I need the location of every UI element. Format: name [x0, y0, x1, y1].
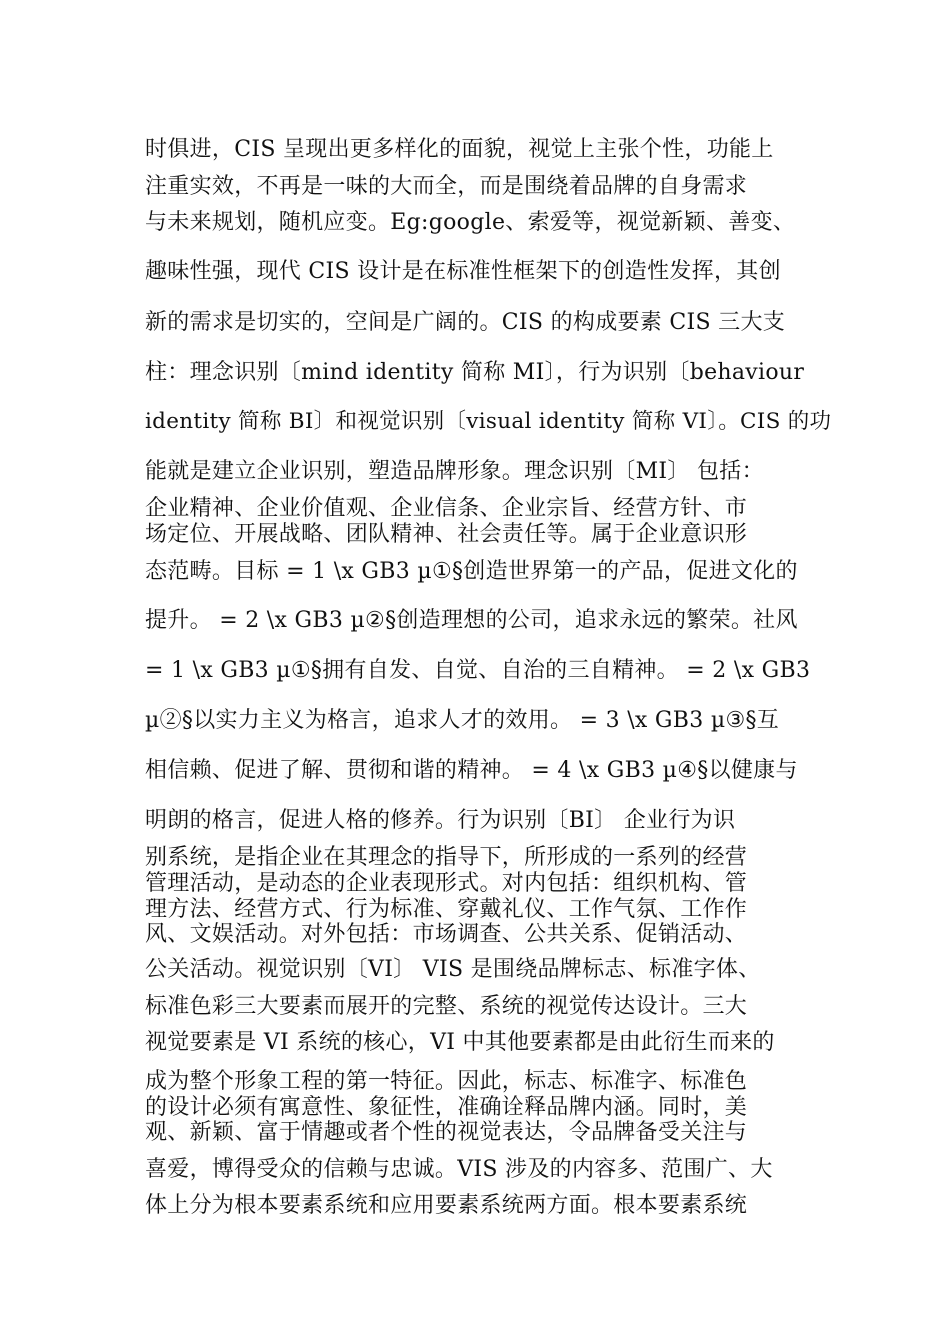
text-line: 标准色彩三大要素而展开的完整、系统的视觉传达设计。三大 — [145, 994, 748, 1019]
text-line: 场定位、开展战略、团队精神、社会责任等。属于企业意识形 — [145, 522, 748, 547]
text-line: 体上分为根本要素系统和应用要素系统两方面。根本要素系统 — [145, 1193, 748, 1218]
text-line: 注重实效，不再是一味的大而全，而是围绕着品牌的自身需求 — [145, 174, 748, 199]
text-line: 风、文娱活动。对外包括：市场调查、公共关系、促销活动、 — [145, 922, 748, 947]
text-line: 新的需求是切实的，空间是广阔的。CIS 的构成要素 CIS 三大支 — [145, 310, 786, 335]
text-line: 喜爱，博得受众的信赖与忠诚。VIS 涉及的内容多、范围广、大 — [145, 1157, 773, 1182]
text-line: 时俱进，CIS 呈现出更多样化的面貌，视觉上主张个性，功能上 — [145, 137, 774, 162]
text-line: 态范畴。目标 = 1 \x GB3 µ①§创造世界第一的产品，促进文化的 — [145, 559, 798, 584]
text-line: 成为整个形象工程的第一特征。因此，标志、标准字、标准色 — [145, 1069, 748, 1094]
text-line: µ②§以实力主义为格言，追求人才的效用。 = 3 \x GB3 µ③§互 — [145, 708, 780, 733]
text-line: 别系统，是指企业在其理念的指导下，所形成的一系列的经营 — [145, 845, 748, 870]
text-line: 能就是建立企业识别，塑造品牌形象。理念识别〔MI〕 包括： — [145, 459, 764, 484]
text-line: 的设计必须有寓意性、象征性，准确诠释品牌内涵。同时，美 — [145, 1095, 748, 1120]
text-line: 公关活动。视觉识别〔VI〕 VIS 是围绕品牌标志、标准字体、 — [145, 957, 761, 982]
text-line: 相信赖、促进了解、贯彻和谐的精神。 = 4 \x GB3 µ④§以健康与 — [145, 758, 798, 783]
text-line: 趣味性强，现代 CIS 设计是在标准性框架下的创造性发挥，其创 — [145, 259, 781, 284]
text-line: 与未来规划，随机应变。Eg:google、索爱等，视觉新颖、善变、 — [145, 210, 796, 235]
text-line: 理方法、经营方式、行为标准、穿戴礼仪、工作气氛、工作作 — [145, 897, 748, 922]
text-line: 观、新颖、富于情趣或者个性的视觉表达，令品牌备受关注与 — [145, 1120, 748, 1145]
text-line: 明朗的格言，促进人格的修养。行为识别〔BI〕 企业行为识 — [145, 808, 736, 833]
text-line: 提升。 = 2 \x GB3 µ②§创造理想的公司，追求永远的繁荣。社风 — [145, 608, 798, 633]
text-line: 视觉要素是 VI 系统的核心，VI 中其他要素都是由此衍生而来的 — [145, 1030, 775, 1055]
text-line: 柱：理念识别〔mind identity 简称 MI〕，行为识别〔behaviour — [145, 360, 805, 385]
text-line: 管理活动，是动态的企业表现形式。对内包括：组织机构、管 — [145, 871, 748, 896]
text-line: 企业精神、企业价值观、企业信条、企业宗旨、经营方针、市 — [145, 496, 748, 521]
text-line: = 1 \x GB3 µ①§拥有自发、自觉、自治的三自精神。 = 2 \x GB3 — [145, 658, 811, 683]
text-line: identity 简称 BI〕和视觉识别〔visual identity 简称 VI〕。CIS 的功 — [145, 409, 832, 434]
